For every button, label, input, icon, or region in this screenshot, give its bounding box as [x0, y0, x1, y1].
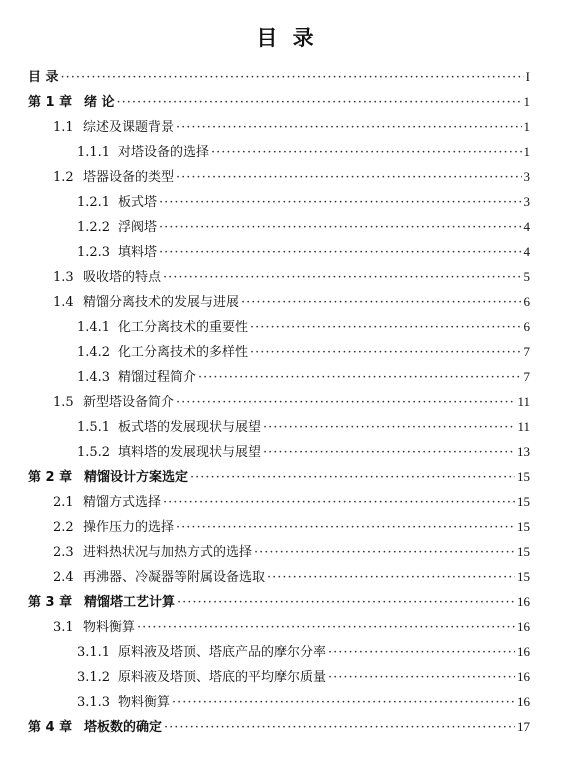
toc-entry[interactable]	[28, 489, 530, 514]
toc-entry-number: 1.2.3	[77, 245, 111, 260]
toc-dot-leader	[176, 515, 515, 540]
toc-entry-page: 1	[523, 119, 530, 134]
toc-dot-leader	[198, 365, 521, 390]
toc-entry-label: 原料液及塔顶、塔底产品的摩尔分率	[118, 645, 327, 660]
toc-entry[interactable]	[28, 639, 530, 664]
toc-entry-page: 15	[517, 519, 530, 534]
toc-entry-label: 再沸器、冷凝器等附属设备选取	[83, 570, 266, 585]
toc-dot-leader	[163, 265, 521, 290]
toc-entry-page: 6	[523, 319, 530, 334]
toc-entry[interactable]	[28, 439, 530, 464]
toc-entry-number: 第 1 章	[28, 95, 73, 110]
toc-entry-number: 1.4.3	[77, 370, 111, 385]
toc-entry-page: 16	[517, 619, 530, 634]
toc-dot-leader	[328, 640, 515, 665]
toc-entry-number: 1.5.2	[77, 445, 111, 460]
toc-dot-leader	[211, 140, 521, 165]
toc-entry-page: 15	[517, 469, 530, 484]
toc-entry[interactable]	[28, 564, 530, 589]
toc-dot-leader	[61, 65, 524, 90]
toc-entry-page: 17	[517, 719, 530, 734]
toc-dot-leader	[176, 390, 515, 415]
toc-entry-number: 1.2	[53, 170, 74, 185]
toc-entry-page: 16	[517, 644, 530, 659]
toc-entry-page: 6	[523, 294, 530, 309]
toc-dot-leader	[250, 340, 521, 365]
toc-entry-page: 16	[517, 694, 530, 709]
toc-entry-number: 2.3	[53, 545, 74, 560]
toc-entry-number: 1.4.1	[77, 320, 111, 335]
toc-dot-leader	[250, 315, 521, 340]
toc-entry-label: 绪 论	[84, 95, 115, 110]
toc-dot-leader	[177, 590, 515, 615]
toc-entry-page: 16	[517, 669, 530, 684]
toc-entry-page: 1	[523, 144, 530, 159]
toc-entry-label: 精馏塔工艺计算	[84, 595, 176, 610]
toc-entry-number: 3.1.1	[77, 645, 111, 660]
toc-dot-leader	[241, 290, 521, 315]
toc-dot-leader	[164, 715, 515, 740]
toc-entry-label: 吸收塔的特点	[83, 270, 162, 285]
toc-entry-page: 13	[517, 444, 530, 459]
toc-entry-page: 3	[523, 194, 530, 209]
toc-entry-number: 第 3 章	[28, 595, 73, 610]
toc-entry-number: 1.4	[53, 295, 74, 310]
toc-entry-page: 3	[523, 169, 530, 184]
toc-entry[interactable]	[28, 214, 530, 239]
toc-entry[interactable]	[28, 239, 530, 264]
toc-dot-leader	[137, 615, 515, 640]
toc-dot-leader	[263, 440, 515, 465]
toc-entry-label: 精馏分离技术的发展与进展	[83, 295, 240, 310]
toc-entry[interactable]	[28, 514, 530, 539]
toc-entry[interactable]	[28, 164, 530, 189]
toc-entry-label: 塔器设备的类型	[83, 170, 175, 185]
toc-entry[interactable]	[28, 339, 530, 364]
toc-entry-number: 1.2.2	[77, 220, 111, 235]
toc-entry-page: 15	[517, 494, 530, 509]
toc-dot-leader	[172, 690, 515, 715]
toc-entry-label: 综述及课题背景	[83, 120, 175, 135]
toc-entry[interactable]	[28, 314, 530, 339]
toc-entry[interactable]	[28, 689, 530, 714]
toc-entry[interactable]	[28, 464, 530, 489]
toc-entry-number: 1.3	[53, 270, 74, 285]
toc-entry-label: 填料塔	[118, 245, 158, 260]
toc-dot-leader	[159, 240, 521, 265]
toc-entry[interactable]	[28, 589, 530, 614]
toc-entry-page: 11	[517, 394, 530, 409]
toc-entry-label: 精馏方式选择	[83, 495, 162, 510]
table-of-contents	[28, 64, 530, 739]
toc-entry-label: 化工分离技术的重要性	[118, 320, 249, 335]
toc-entry-page: 15	[517, 569, 530, 584]
toc-entry-label: 精馏设计方案选定	[84, 470, 189, 485]
toc-entry-label: 物料衡算	[118, 695, 171, 710]
toc-entry[interactable]	[28, 364, 530, 389]
toc-entry[interactable]	[28, 289, 530, 314]
toc-dot-leader	[176, 165, 521, 190]
toc-entry-number: 1.5	[53, 395, 74, 410]
toc-dot-leader	[328, 665, 515, 690]
toc-entry[interactable]	[28, 64, 530, 89]
toc-entry-page: 7	[523, 344, 530, 359]
toc-entry-label: 填料塔的发展现状与展望	[118, 445, 262, 460]
toc-entry-label: 对塔设备的选择	[118, 145, 210, 160]
toc-entry-label: 板式塔的发展现状与展望	[118, 420, 262, 435]
toc-entry-number: 1.4.2	[77, 345, 111, 360]
toc-entry[interactable]	[28, 139, 530, 164]
toc-entry[interactable]	[28, 614, 530, 639]
toc-entry-number: 3.1	[53, 620, 74, 635]
toc-entry[interactable]	[28, 714, 530, 739]
toc-entry-page: 15	[517, 544, 530, 559]
toc-entry-number: 目 录	[28, 70, 59, 85]
toc-entry-number: 3.1.2	[77, 670, 111, 685]
toc-dot-leader	[267, 565, 515, 590]
toc-dot-leader	[254, 540, 515, 565]
toc-entry-page: 5	[523, 269, 530, 284]
toc-entry-page: I	[525, 69, 530, 84]
toc-entry-label: 原料液及塔顶、塔底的平均摩尔质量	[118, 670, 327, 685]
toc-entry-page: 1	[523, 94, 530, 109]
toc-entry-number: 3.1.3	[77, 695, 111, 710]
toc-entry-page: 4	[523, 219, 530, 234]
toc-entry-number: 2.4	[53, 570, 74, 585]
toc-entry-number: 第 4 章	[28, 720, 73, 735]
toc-entry-page: 16	[517, 594, 530, 609]
toc-entry[interactable]	[28, 414, 530, 439]
toc-entry[interactable]	[28, 189, 530, 214]
toc-entry-label: 精馏过程简介	[118, 370, 197, 385]
toc-entry[interactable]	[28, 389, 530, 414]
toc-entry-label: 塔板数的确定	[84, 720, 163, 735]
toc-entry-number: 1.1	[53, 120, 74, 135]
toc-dot-leader	[159, 215, 521, 240]
toc-entry-number: 1.2.1	[77, 195, 111, 210]
toc-entry-page: 11	[517, 419, 530, 434]
toc-entry-label: 新型塔设备简介	[83, 395, 175, 410]
toc-dot-leader	[117, 90, 522, 115]
page-title: 目 录	[256, 26, 318, 50]
toc-entry-number: 1.5.1	[77, 420, 111, 435]
toc-dot-leader	[163, 490, 515, 515]
toc-entry-number: 1.1.1	[77, 145, 111, 160]
toc-entry-label: 物料衡算	[83, 620, 136, 635]
toc-dot-leader	[176, 115, 521, 140]
toc-dot-leader	[263, 415, 515, 440]
toc-entry-page: 7	[523, 369, 530, 384]
toc-entry-number: 第 2 章	[28, 470, 73, 485]
toc-entry-label: 操作压力的选择	[83, 520, 175, 535]
toc-entry[interactable]	[28, 89, 530, 114]
toc-entry-label: 板式塔	[118, 195, 158, 210]
toc-entry[interactable]	[28, 664, 530, 689]
toc-entry-label: 浮阀塔	[118, 220, 158, 235]
toc-entry-label: 化工分离技术的多样性	[118, 345, 249, 360]
toc-dot-leader	[159, 190, 521, 215]
toc-entry-number: 2.1	[53, 495, 74, 510]
toc-entry[interactable]	[28, 539, 530, 564]
toc-entry[interactable]	[28, 264, 530, 289]
toc-entry-label: 进料热状况与加热方式的选择	[83, 545, 253, 560]
toc-entry-number: 2.2	[53, 520, 74, 535]
toc-entry-page: 4	[523, 244, 530, 259]
toc-dot-leader	[190, 465, 515, 490]
toc-entry[interactable]	[28, 114, 530, 139]
